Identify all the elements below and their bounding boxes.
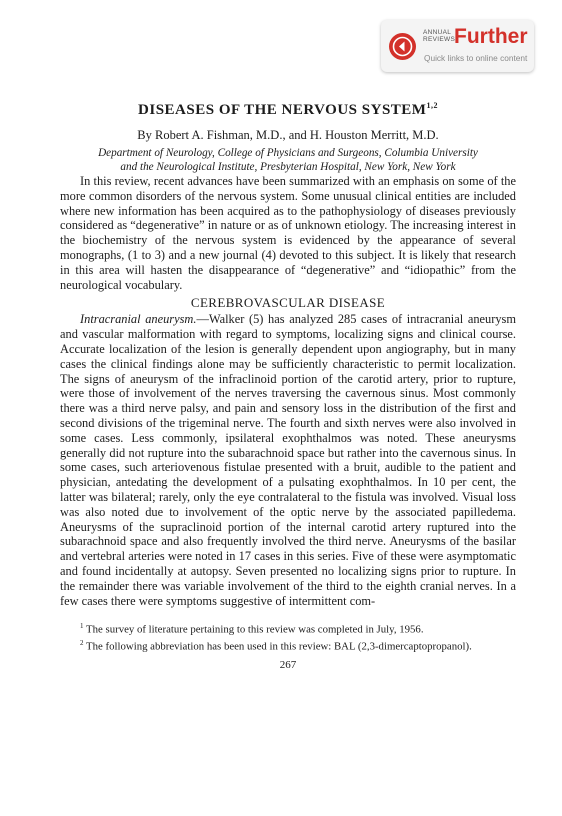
further-logo-text: Further (454, 25, 528, 48)
article-title (60, 97, 516, 119)
author-line: By Robert A. Fishman, M.D., and H. Houston Merritt, M.D. (137, 128, 439, 142)
reviews-text: REVIEWS (423, 36, 456, 43)
footnote-text: The survey of literature pertaining to this review was completed in July, 1956. (86, 623, 424, 636)
footnote-mark: 2 (80, 639, 84, 648)
annual-reviews-label (423, 29, 455, 43)
paragraph-lead: Intracranial aneurysm. (80, 312, 197, 327)
affiliation-line-2: and the Neurological Institute, Presbyterian Hospital, New York, New York (120, 161, 456, 173)
footnote-text: The following abbreviation has been used in this review: BAL (2,3-dimercaptopropanol). (86, 641, 472, 653)
paragraph-text: —Walker (5) has analyzed 285 cases of intracranial aneurysm and vascular malformation with regard to symptoms, localizing signs and clinical course. Accurate localization of the lesion is generally dependent upon angiography, but in many cases the clinical findings alone may be sufficiently characteristic to permit localization. The signs of aneurysm of the infraclinoid portion of the carotid artery, prior to rupture, were those of involvement of the nerves traversing the cavernous sinus. Most commonly there was a third nerve palsy, and pain and sensory loss in the distribution of the first and second divisions of the trigeminal nerve. The fourth and sixth nerves were also involved in some cases. Less commonly, ipsilateral exophthalmos was noted. These aneurysms generally did not rupture into the subarachnoid space but rather into the cavernous sinus. In some cases, such arteriovenous fistulae presented with a bruit, audible to the patient and physician, antedating the development of a pulsating exophthalmos. In 10 per cent, the latter was bilateral; rarely, only the eye contralateral to the fistula was involved. Visual loss was also noted due to involvement of the optic nerve by the associated papilledema. Aneurysms of the supraclinoid portion of the internal carotid artery ruptured into the subarachnoid space and also frequently involved the third nerve. Aneurysms of the basilar and vertebral arteries were noted in 17 cases in this series. Five of these were asymptomatic and found incidentally at autopsy. Seven presented no localizing signs prior to rupture. In the remainder there was variable involvement of the third to the eighth cranial nerves. In a few cases there were symptoms suggestive of intermittent com- (60, 312, 516, 608)
page-number: 267 (279, 658, 297, 671)
footnote-1 (60, 620, 516, 637)
article-page (60, 97, 516, 671)
title-footnote-marks: 1,2 (426, 101, 438, 110)
intro-paragraph: In this review, recent advances have been summarized with an emphasis on some of the more common disorders of the nervous system. Some unusual clinical entities are included where new information has been acquired as to the pathophysiology of diseases previously considered as “degenerative” in nature or as of unknown etiology. The increasing interest in the biochemistry of the nervous system is evidenced by the appearance of several monographs, (1 to 3) and a new journal (4) devoted to this subject. It is likely that research in this area will hasten the disappearance of “degenerative” and “idiopathic” from the neurological vocabulary. (60, 174, 516, 292)
footnote-2 (60, 637, 516, 654)
section-heading: CEREBROVASCULAR DISEASE (190, 295, 386, 311)
further-badge[interactable] (381, 20, 534, 72)
annual-text: ANNUAL (423, 29, 452, 36)
title-text: DISEASES OF THE NERVOUS SYSTEM (138, 102, 427, 118)
affiliation-line-1: Department of Neurology, College of Physicians and Surgeons, Columbia University (98, 147, 478, 159)
aneurysm-paragraph (60, 312, 516, 608)
article-body (60, 174, 516, 608)
play-arrow-icon (389, 33, 416, 60)
footnotes (60, 620, 516, 654)
footnote-mark: 1 (80, 622, 84, 631)
affiliation (60, 146, 516, 174)
quick-links-text: Quick links to online content (424, 53, 528, 63)
